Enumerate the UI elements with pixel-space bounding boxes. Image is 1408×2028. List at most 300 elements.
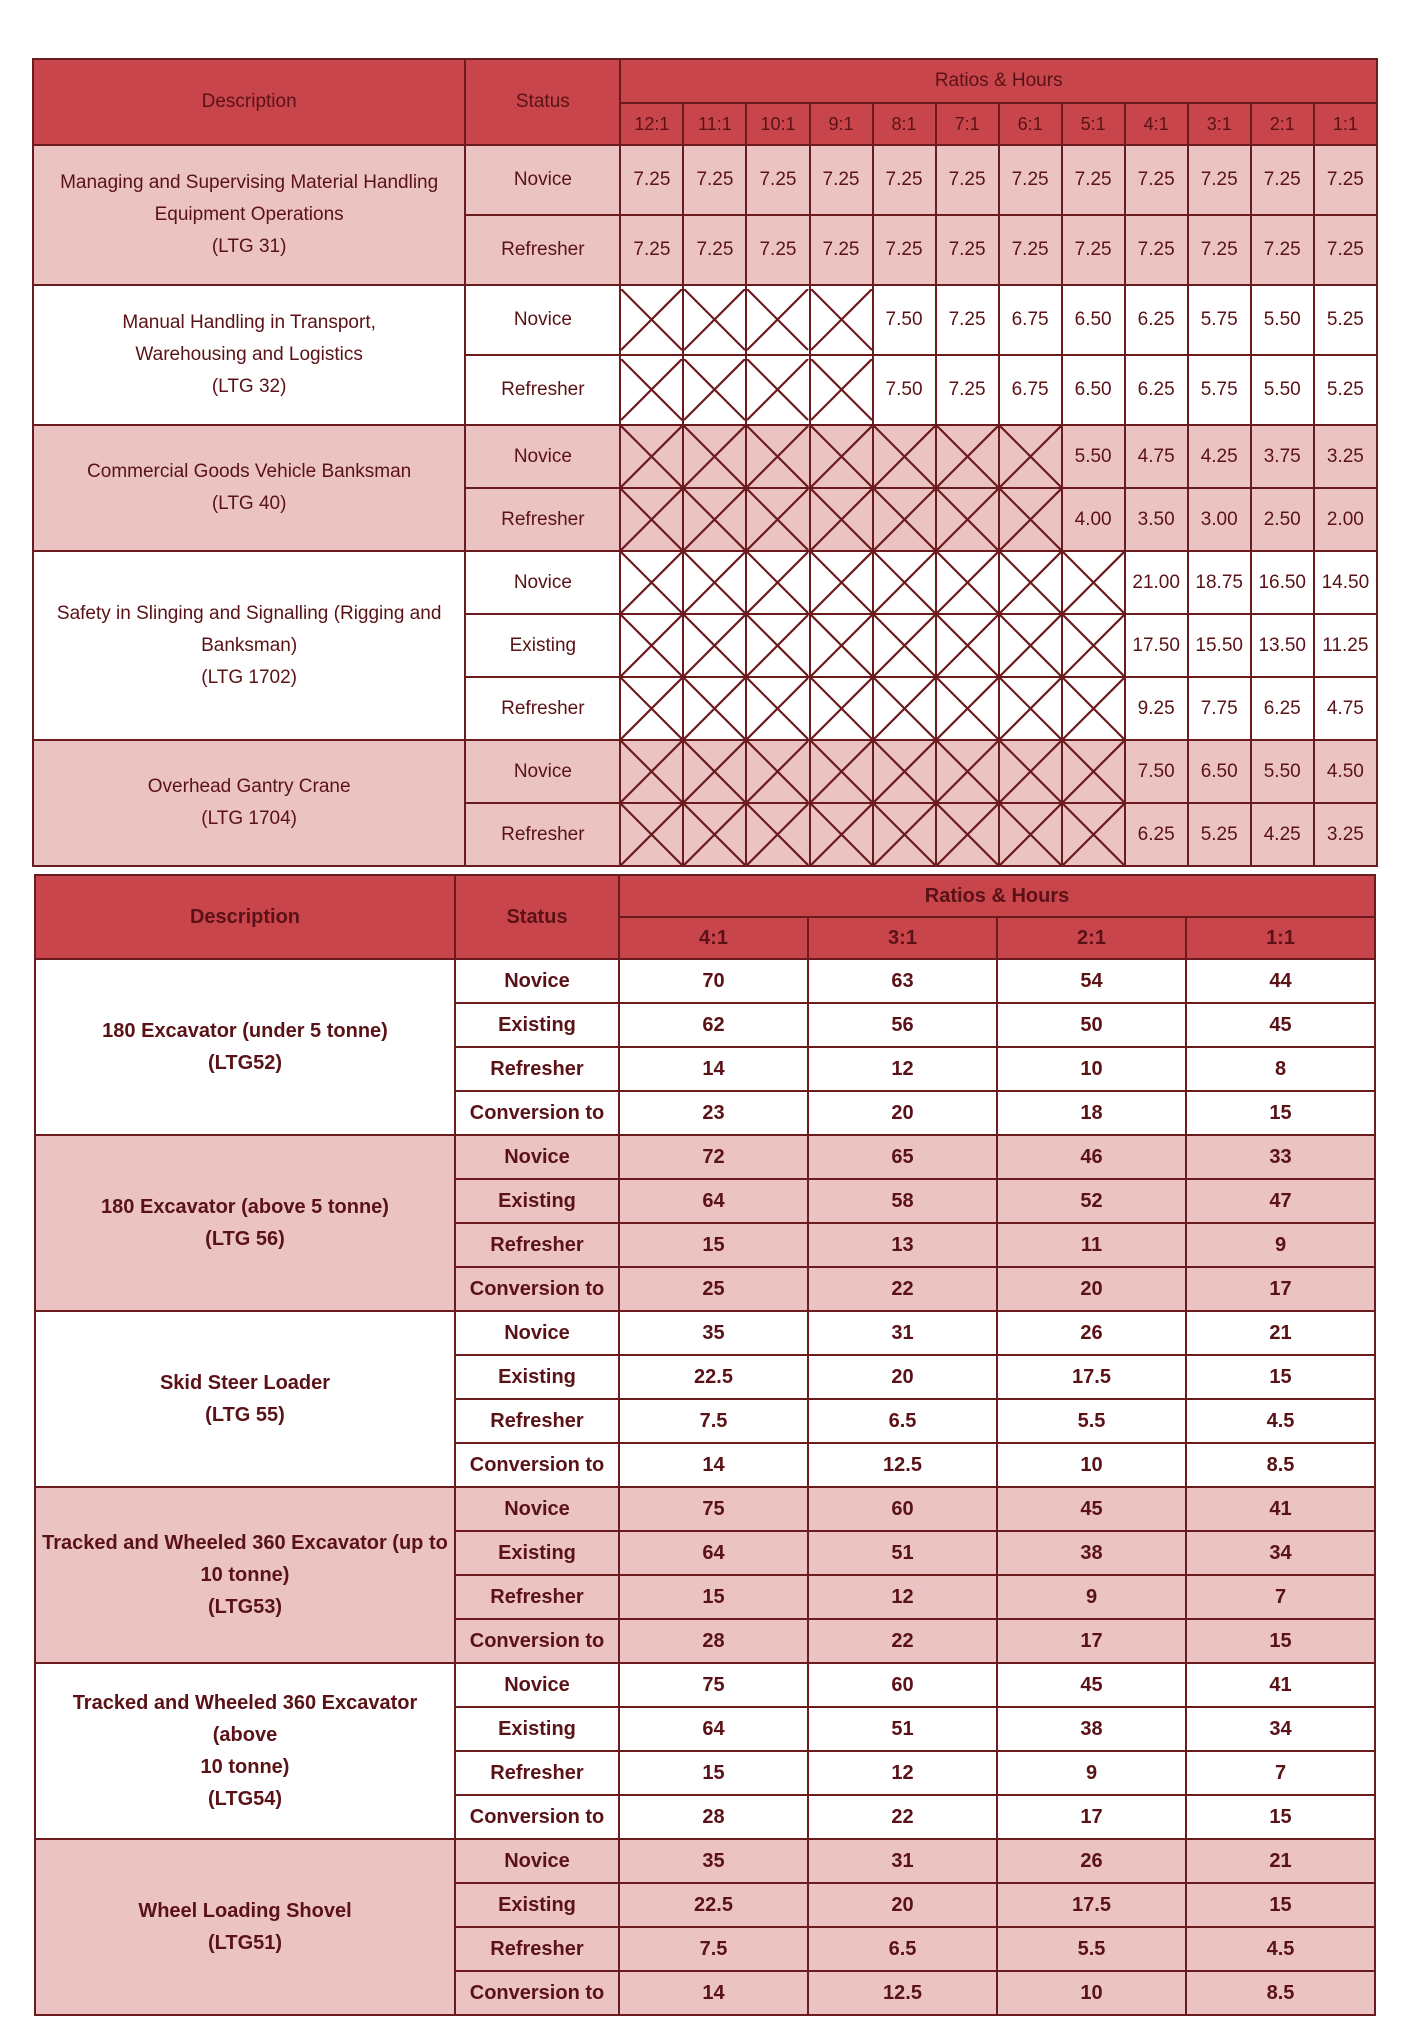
course-description-line: Skid Steer Loader [159,1372,331,1394]
not-applicable-cross-icon [747,426,808,487]
status-cell: Conversion to [455,1443,619,1487]
not-applicable-cross-icon [684,678,745,739]
not-applicable-cell [1062,803,1125,866]
status-cell: Novice [455,1839,619,1883]
not-applicable-cell [746,740,809,803]
not-applicable-cell [1062,677,1125,740]
status-cell: Existing [465,614,620,677]
not-applicable-cell [999,803,1062,866]
ratio-hours-table-2 [34,874,1376,2016]
value-cell: 6.75 [999,355,1062,425]
ratio-header-4-1: 4:1 [619,917,808,959]
value-cell: 15 [619,1575,808,1619]
course-description-line: Commercial Goods Vehicle Banksman [87,461,412,483]
value-cell: 6.50 [1188,740,1251,803]
course-description-line: Safety in Slinging and Signalling (Rigging and [56,602,442,624]
value-cell: 34 [1186,1707,1375,1751]
value-cell: 4.50 [1314,740,1377,803]
value-cell: 64 [619,1707,808,1751]
course-description-line: (LTG 1704) [201,808,298,830]
status-cell: Novice [455,1135,619,1179]
value-cell: 7 [1186,1575,1375,1619]
status-cell: Refresher [455,1047,619,1091]
value-cell: 9.25 [1125,677,1188,740]
value-cell: 4.75 [1314,677,1377,740]
value-cell: 13.50 [1251,614,1314,677]
table-row [35,1839,1375,1883]
not-applicable-cell [620,677,683,740]
ratio-header-9-1: 9:1 [810,103,873,145]
not-applicable-cross-icon [874,741,935,802]
not-applicable-cell [620,285,683,355]
ratio-hours-table-1 [32,58,1378,867]
ratio-header-5-1: 5:1 [1062,103,1125,145]
value-cell: 38 [997,1707,1186,1751]
status-cell: Conversion to [455,1267,619,1311]
not-applicable-cell [683,740,746,803]
value-cell: 7.50 [873,285,936,355]
not-applicable-cell [873,425,936,488]
value-cell: 6.75 [999,285,1062,355]
not-applicable-cross-icon [811,426,872,487]
value-cell: 10 [997,1047,1186,1091]
not-applicable-cell [746,677,809,740]
value-cell: 47 [1186,1179,1375,1223]
value-cell: 64 [619,1531,808,1575]
ratio-header-8-1: 8:1 [873,103,936,145]
not-applicable-cell [873,740,936,803]
not-applicable-cross-icon [1000,804,1061,865]
course-description [33,551,465,740]
not-applicable-cross-icon [747,741,808,802]
value-cell: 5.25 [1314,285,1377,355]
not-applicable-cross-icon [747,489,808,550]
value-cell: 33 [1186,1135,1375,1179]
ratio-header-12-1: 12:1 [620,103,683,145]
course-description-line: Tracked and Wheeled 360 Excavator (above [72,1692,418,1746]
not-applicable-cell [936,551,999,614]
value-cell: 5.75 [1188,285,1251,355]
status-cell: Existing [455,1707,619,1751]
value-cell: 46 [997,1135,1186,1179]
course-description-line: Equipment Operations [154,204,344,225]
status-cell: Novice [455,959,619,1003]
value-cell: 6.25 [1251,677,1314,740]
status-cell: Refresher [465,488,620,551]
description-header: Description [35,875,455,959]
not-applicable-cell [620,355,683,425]
not-applicable-cross-icon [747,552,808,613]
ratios-hours-header: Ratios & Hours [620,59,1377,103]
not-applicable-cross-icon [937,552,998,613]
value-cell: 11 [997,1223,1186,1267]
not-applicable-cross-icon [937,804,998,865]
not-applicable-cross-icon [684,359,745,420]
status-cell: Refresher [455,1751,619,1795]
value-cell: 2.00 [1314,488,1377,551]
course-description-line: (LTG 1702) [201,666,298,688]
course-description-line: (LTG51) [207,1932,283,1954]
course-description [35,1135,455,1311]
value-cell: 70 [619,959,808,1003]
value-cell: 7.50 [873,355,936,425]
not-applicable-cross-icon [621,741,682,802]
value-cell: 17 [997,1619,1186,1663]
not-applicable-cross-icon [747,678,808,739]
value-cell: 8.5 [1186,1443,1375,1487]
not-applicable-cross-icon [1000,426,1061,487]
value-cell: 12 [808,1575,997,1619]
not-applicable-cell [683,285,746,355]
value-cell: 23 [619,1091,808,1135]
not-applicable-cross-icon [747,359,808,420]
not-applicable-cross-icon [1063,615,1124,676]
not-applicable-cross-icon [1000,552,1061,613]
value-cell: 20 [997,1267,1186,1311]
value-cell: 26 [997,1311,1186,1355]
value-cell: 5.50 [1062,425,1125,488]
not-applicable-cell [746,355,809,425]
ratio-header-3-1: 3:1 [808,917,997,959]
value-cell: 72 [619,1135,808,1179]
not-applicable-cell [683,425,746,488]
value-cell: 38 [997,1531,1186,1575]
status-cell: Refresher [455,1223,619,1267]
value-cell: 4.25 [1188,425,1251,488]
not-applicable-cross-icon [684,552,745,613]
not-applicable-cross-icon [811,678,872,739]
not-applicable-cell [936,740,999,803]
value-cell: 44 [1186,959,1375,1003]
value-cell: 7.25 [1314,145,1377,215]
not-applicable-cross-icon [937,426,998,487]
value-cell: 5.50 [1251,740,1314,803]
value-cell: 12.5 [808,1443,997,1487]
value-cell: 7.25 [936,145,999,215]
value-cell: 54 [997,959,1186,1003]
value-cell: 15 [1186,1619,1375,1663]
not-applicable-cross-icon [874,615,935,676]
value-cell: 4.25 [1251,803,1314,866]
value-cell: 5.50 [1251,285,1314,355]
value-cell: 14.50 [1314,551,1377,614]
course-description-line: (LTG 55) [205,1404,285,1426]
not-applicable-cross-icon [1000,741,1061,802]
not-applicable-cross-icon [621,804,682,865]
value-cell: 75 [619,1487,808,1531]
value-cell: 65 [808,1135,997,1179]
value-cell: 31 [808,1311,997,1355]
not-applicable-cross-icon [874,426,935,487]
course-description-line: (LTG53) [207,1596,283,1618]
value-cell: 2.50 [1251,488,1314,551]
not-applicable-cross-icon [1063,804,1124,865]
value-cell: 63 [808,959,997,1003]
status-cell: Refresher [465,355,620,425]
value-cell: 7.25 [1251,145,1314,215]
value-cell: 17.5 [997,1355,1186,1399]
course-description-line: (LTG52) [207,1052,283,1074]
value-cell: 7.25 [683,145,746,215]
table-row [35,1663,1375,1707]
value-cell: 14 [619,1971,808,2015]
table-row [35,1311,1375,1355]
value-cell: 5.25 [1188,803,1251,866]
value-cell: 7.25 [620,145,683,215]
value-cell: 4.5 [1186,1399,1375,1443]
not-applicable-cell [1062,551,1125,614]
value-cell: 25 [619,1267,808,1311]
status-cell: Existing [455,1883,619,1927]
not-applicable-cross-icon [684,615,745,676]
value-cell: 51 [808,1531,997,1575]
value-cell: 15 [1186,1091,1375,1135]
value-cell: 6.25 [1125,355,1188,425]
course-description [35,1663,455,1839]
value-cell: 7.25 [936,215,999,285]
course-description [35,1311,455,1487]
status-cell: Novice [455,1311,619,1355]
value-cell: 34 [1186,1531,1375,1575]
value-cell: 20 [808,1091,997,1135]
not-applicable-cell [936,803,999,866]
status-cell: Existing [455,1179,619,1223]
value-cell: 9 [997,1751,1186,1795]
value-cell: 51 [808,1707,997,1751]
value-cell: 18 [997,1091,1186,1135]
course-description-line: Banksman) [201,634,298,656]
course-description-line: Warehousing and Logistics [135,344,363,365]
not-applicable-cross-icon [1063,741,1124,802]
not-applicable-cross-icon [684,289,745,350]
value-cell: 22.5 [619,1883,808,1927]
value-cell: 7.25 [1125,145,1188,215]
value-cell: 14 [619,1047,808,1091]
course-description-line: 10 tonne) [200,1756,290,1778]
value-cell: 7.25 [1188,145,1251,215]
not-applicable-cell [810,425,873,488]
value-cell: 11.25 [1314,614,1377,677]
value-cell: 7.25 [1314,215,1377,285]
ratio-header-2-1: 2:1 [1251,103,1314,145]
value-cell: 7.25 [873,145,936,215]
table-row [35,1135,1375,1179]
value-cell: 15 [619,1223,808,1267]
not-applicable-cross-icon [621,615,682,676]
ratios-hours-header: Ratios & Hours [619,875,1375,917]
value-cell: 21 [1186,1311,1375,1355]
not-applicable-cross-icon [811,741,872,802]
value-cell: 18.75 [1188,551,1251,614]
not-applicable-cell [873,677,936,740]
not-applicable-cross-icon [621,678,682,739]
not-applicable-cross-icon [874,804,935,865]
status-cell: Existing [455,1003,619,1047]
value-cell: 5.50 [1251,355,1314,425]
not-applicable-cross-icon [747,615,808,676]
not-applicable-cell [936,488,999,551]
status-cell: Novice [455,1663,619,1707]
value-cell: 3.25 [1314,425,1377,488]
not-applicable-cell [873,488,936,551]
not-applicable-cross-icon [1000,678,1061,739]
not-applicable-cross-icon [811,489,872,550]
not-applicable-cell [683,614,746,677]
not-applicable-cell [620,740,683,803]
value-cell: 4.5 [1186,1927,1375,1971]
value-cell: 26 [997,1839,1186,1883]
not-applicable-cross-icon [874,552,935,613]
value-cell: 3.50 [1125,488,1188,551]
status-cell: Refresher [465,677,620,740]
not-applicable-cross-icon [621,489,682,550]
status-cell: Novice [465,145,620,215]
value-cell: 12.5 [808,1971,997,2015]
not-applicable-cross-icon [874,489,935,550]
value-cell: 15 [1186,1355,1375,1399]
status-cell: Existing [455,1355,619,1399]
not-applicable-cell [620,614,683,677]
ratio-header-7-1: 7:1 [936,103,999,145]
value-cell: 6.50 [1062,285,1125,355]
not-applicable-cross-icon [811,359,872,420]
value-cell: 60 [808,1487,997,1531]
value-cell: 21.00 [1125,551,1188,614]
value-cell: 9 [1186,1223,1375,1267]
table-row [33,145,1377,215]
value-cell: 7.25 [746,215,809,285]
value-cell: 35 [619,1311,808,1355]
not-applicable-cell [999,551,1062,614]
value-cell: 4.00 [1062,488,1125,551]
not-applicable-cross-icon [811,289,872,350]
table-row [33,740,1377,803]
not-applicable-cross-icon [811,804,872,865]
value-cell: 7.25 [1188,215,1251,285]
not-applicable-cell [746,425,809,488]
not-applicable-cell [810,488,873,551]
not-applicable-cell [999,488,1062,551]
ratio-header-4-1: 4:1 [1125,103,1188,145]
course-description-line: (LTG 40) [211,493,287,515]
value-cell: 22 [808,1619,997,1663]
value-cell: 60 [808,1663,997,1707]
not-applicable-cross-icon [1000,489,1061,550]
course-description-line: Managing and Supervising Material Handling [60,172,439,193]
not-applicable-cell [810,551,873,614]
not-applicable-cell [683,355,746,425]
value-cell: 52 [997,1179,1186,1223]
description-header: Description [33,59,465,145]
value-cell: 6.25 [1125,803,1188,866]
status-cell: Refresher [455,1927,619,1971]
not-applicable-cross-icon [621,426,682,487]
course-description [33,145,465,285]
course-description [33,425,465,551]
not-applicable-cell [683,677,746,740]
ratio-header-1-1: 1:1 [1314,103,1377,145]
not-applicable-cross-icon [1063,678,1124,739]
value-cell: 7.25 [810,215,873,285]
not-applicable-cross-icon [937,741,998,802]
value-cell: 7.25 [1062,215,1125,285]
value-cell: 50 [997,1003,1186,1047]
value-cell: 45 [1186,1003,1375,1047]
status-cell: Conversion to [455,1619,619,1663]
not-applicable-cross-icon [937,489,998,550]
status-cell: Conversion to [455,1795,619,1839]
status-cell: Refresher [455,1399,619,1443]
value-cell: 7.50 [1125,740,1188,803]
status-cell: Novice [455,1487,619,1531]
value-cell: 56 [808,1003,997,1047]
value-cell: 28 [619,1795,808,1839]
value-cell: 21 [1186,1839,1375,1883]
not-applicable-cell [746,285,809,355]
not-applicable-cell [810,803,873,866]
value-cell: 45 [997,1663,1186,1707]
not-applicable-cell [936,425,999,488]
value-cell: 17.5 [997,1883,1186,1927]
course-description [35,959,455,1135]
course-description-line: Manual Handling in Transport, [122,312,376,333]
table-row [35,1487,1375,1531]
course-description-line: (LTG 56) [205,1228,285,1250]
status-cell: Refresher [465,803,620,866]
not-applicable-cross-icon [1000,615,1061,676]
value-cell: 7.25 [746,145,809,215]
value-cell: 7.25 [1125,215,1188,285]
not-applicable-cross-icon [684,426,745,487]
value-cell: 20 [808,1883,997,1927]
not-applicable-cell [746,488,809,551]
value-cell: 75 [619,1663,808,1707]
not-applicable-cell [620,551,683,614]
value-cell: 12 [808,1047,997,1091]
not-applicable-cell [999,677,1062,740]
not-applicable-cross-icon [747,289,808,350]
course-description [33,285,465,425]
not-applicable-cross-icon [684,489,745,550]
not-applicable-cross-icon [621,359,682,420]
not-applicable-cell [810,285,873,355]
value-cell: 5.5 [997,1927,1186,1971]
course-description-line: (LTG 32) [211,376,287,397]
not-applicable-cross-icon [937,678,998,739]
value-cell: 35 [619,1839,808,1883]
value-cell: 17.50 [1125,614,1188,677]
not-applicable-cell [746,803,809,866]
value-cell: 3.75 [1251,425,1314,488]
status-cell: Novice [465,285,620,355]
not-applicable-cross-icon [684,741,745,802]
status-cell: Novice [465,425,620,488]
value-cell: 7.25 [683,215,746,285]
value-cell: 7.25 [1062,145,1125,215]
not-applicable-cross-icon [1063,552,1124,613]
value-cell: 13 [808,1223,997,1267]
value-cell: 7.25 [936,285,999,355]
status-cell: Conversion to [455,1091,619,1135]
not-applicable-cell [810,614,873,677]
value-cell: 22 [808,1795,997,1839]
value-cell: 6.5 [808,1399,997,1443]
value-cell: 5.5 [997,1399,1186,1443]
value-cell: 7.25 [999,145,1062,215]
not-applicable-cell [620,803,683,866]
not-applicable-cross-icon [937,615,998,676]
value-cell: 5.25 [1314,355,1377,425]
